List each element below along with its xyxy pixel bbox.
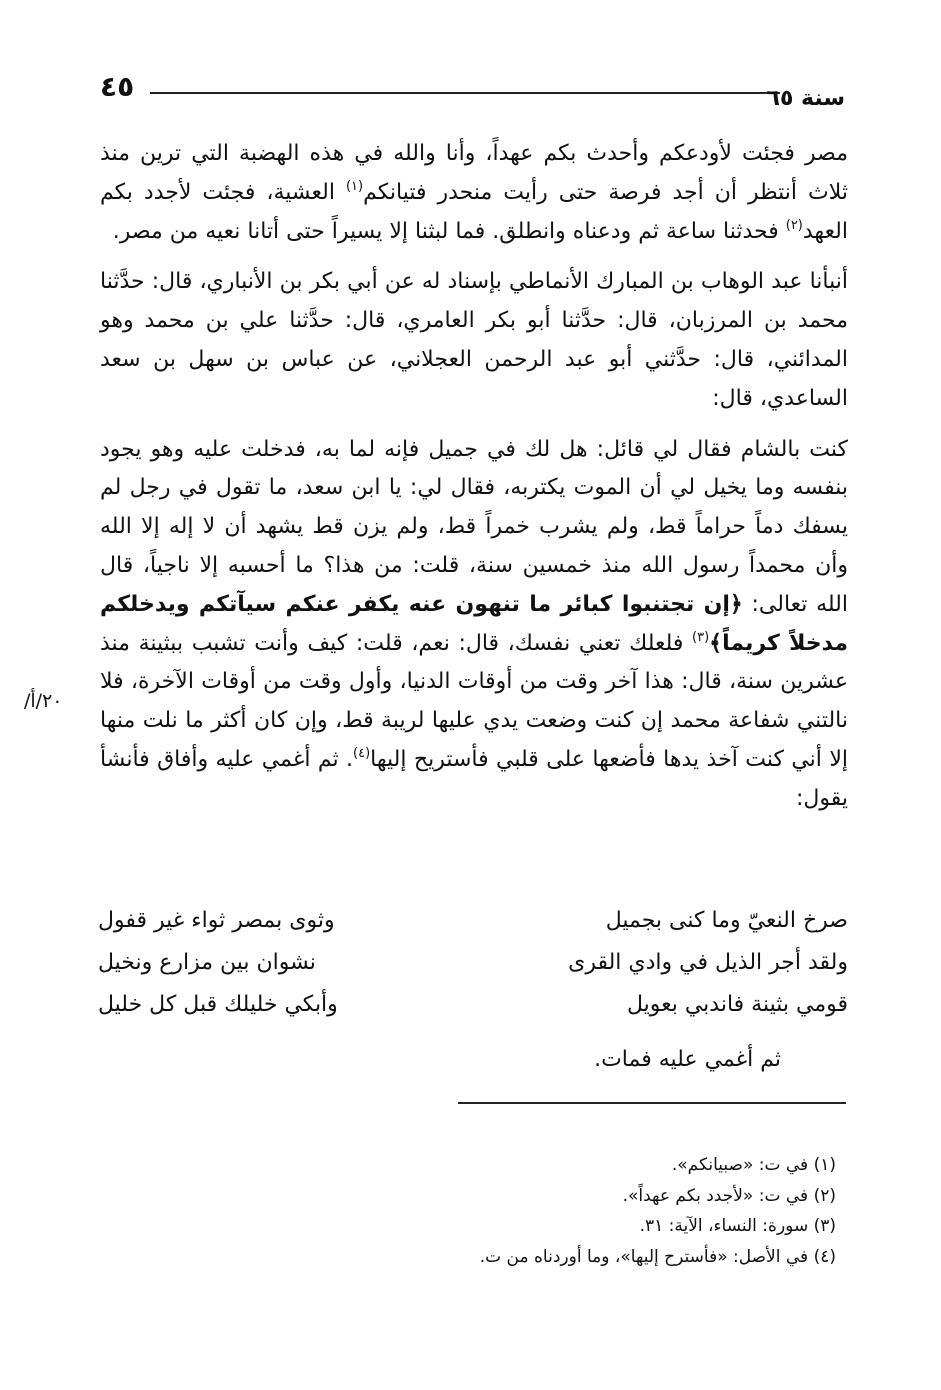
footnote-ref-2: (٢) — [785, 217, 803, 233]
poem-verse — [98, 900, 848, 942]
paragraph-3-part-a: كنت بالشام فقال لي قائل: هل لك في جميل فإنه لما به، فدخلت عليه وهو يجود بنفسه وما يخيل لي أن الموت يكتربه، فقال لي: يا ابن سعد، ما تقول في رجل لم يسفك دماً حراماً قط، ولم يشرب خمراً قط، ولم يزن قط يشهد أن لا إله إلا الله وأن محمداً رسول الله منذ خمسين سنة، قلت: من هذا؟ ما أحسبه إلا ناجياً، قال الله تعالى: — [100, 436, 849, 617]
running-head: سنة ٦٥ — [766, 86, 845, 111]
footnote-ref-4: (٤) — [353, 745, 371, 761]
poem-verse — [98, 942, 848, 984]
paragraph-1-part-c: فحدثنا ساعة ثم ودعناه وانطلق. فما لبثنا إلا يسيراً حتى أتانا نعيه من مصر. — [112, 218, 786, 244]
paragraph-1 — [100, 135, 848, 251]
poem — [98, 900, 848, 1026]
footnote-2: (٢) في ت: «لأجدد بكم عهداً». — [622, 1185, 836, 1206]
footnote-3: (٣) سورة: النساء، الآية: ٣١. — [639, 1216, 836, 1236]
paragraph-1-part-b: العشية، فجئت لأجدد بكم العهد — [100, 179, 848, 244]
footnote-ref-1: (١) — [345, 178, 364, 194]
footnote-ref-3: (٣) — [692, 629, 710, 645]
footnotes — [336, 1150, 836, 1272]
paragraph-2: أنبأنا عبد الوهاب بن المبارك الأنماطي بإسناد له عن أبي بكر بن الأنباري، قال: حدَّثنا محمد بن المرزبان، قال: حدَّثنا أبو بكر العامري، قال: حدَّثنا علي بن محمد وهو المدائني، قال: حدَّثني أبو عبد الرحمن العجلاني، عن عباس بن سهل بن سعد الساعدي، قال: — [100, 269, 848, 411]
closing-line: ثم أغمي عليه فمات. — [594, 1047, 781, 1072]
quran-verse: ﴿إن تجتنبوا كبائر ما تنهون عنه يكفر عنكم سيآتكم ويدخلكم مدخلاً كريماً﴾ — [100, 591, 848, 656]
poem-verse — [98, 984, 848, 1026]
paragraph-1-part-a: مصر فجئت لأودعكم وأحدث بكم عهداً، وأنا والله في هذه الهضبة التي ترين منذ ثلاث أنتظر أن أجد فرصة حتى رأيت منحدر فتيانكم — [100, 141, 848, 205]
header-rule — [150, 92, 780, 94]
page-number: ٤٥ — [100, 70, 135, 103]
verse-second-hemistich: وثوى بمصر ثواء غير قفول — [98, 908, 335, 933]
footnote-rule — [458, 1102, 846, 1104]
paragraph-3 — [100, 431, 848, 819]
verse-first-hemistich: صرخ النعيّ وما كنى بجميل — [605, 908, 848, 933]
body-text — [100, 135, 848, 819]
verse-second-hemistich: نشوان بين مزارع ونخيل — [98, 950, 316, 975]
manuscript-folio-ref: /٢٠/أ — [24, 690, 63, 712]
paragraph-3-part-c: . ثم أغمي عليه وأفاق فأنشأ يقول: — [100, 746, 848, 811]
footnote-1: (١) في ت: «صبيانكم». — [671, 1155, 836, 1175]
paragraph-3-part-b: فلعلك تعني نفسك، قال: نعم، قلت: كيف وأنت تشبب ببثينة منذ عشرين سنة، قال: هذا آخر وقت من أوقات الدنيا، وأول وقت من أوقات الآخرة، فلا نالتني شفاعة محمد إن كنت وضعت يدي عليها لريبة قط، وإن كان أكثر ما نلت منها إلا أني كنت آخذ يدها فأضعها على قلبي فأستريح إليها — [100, 630, 848, 772]
verse-first-hemistich: ولقد أجر الذيل في وادي القرى — [568, 950, 848, 975]
footnote-4: (٤) في الأصل: «فأسترح إليها»، وما أوردناه من ت. — [479, 1246, 836, 1267]
verse-first-hemistich: قومي بثينة فاندبي بعويل — [626, 992, 848, 1017]
verse-second-hemistich: وأبكي خليلك قبل كل خليل — [98, 992, 338, 1017]
